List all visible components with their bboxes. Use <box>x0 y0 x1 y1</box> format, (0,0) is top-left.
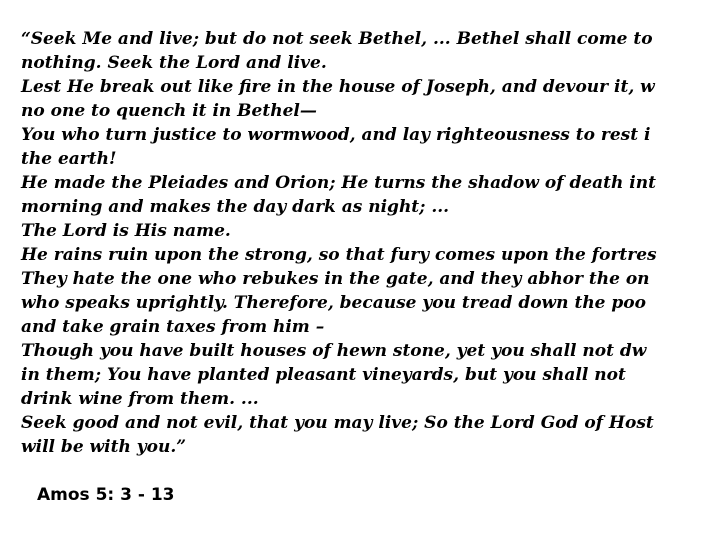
passage-line: drink wine from them. ... <box>21 389 259 409</box>
passage-line: no one to quench it in Bethel— <box>21 101 317 121</box>
scripture-passage <box>21 27 720 459</box>
passage-line: who speaks uprightly. Therefore, because you tread down the poo <box>21 293 646 313</box>
scripture-reference: Amos 5: 3 - 13 <box>37 485 175 505</box>
passage-line: will be with you.” <box>21 437 187 457</box>
passage-line: You who turn justice to wormwood, and lay righteousness to rest i <box>21 125 651 145</box>
passage-line: and take grain taxes from him – <box>21 317 325 337</box>
passage-line: He made the Pleiades and Orion; He turns the shadow of death int <box>21 173 656 193</box>
passage-line: in them; You have planted pleasant vineyards, but you shall not <box>21 365 626 385</box>
passage-line: nothing. Seek the Lord and live. <box>21 53 327 73</box>
passage-line: The Lord is His name. <box>21 221 231 241</box>
passage-line: He rains ruin upon the strong, so that fury comes upon the fortres <box>21 245 657 265</box>
passage-line: They hate the one who rebukes in the gate, and they abhor the on <box>21 269 650 289</box>
passage-line: Though you have built houses of hewn stone, yet you shall not dw <box>21 341 647 361</box>
passage-line: Seek good and not evil, that you may live; So the Lord God of Host <box>21 413 654 433</box>
passage-line: Lest He break out like fire in the house of Joseph, and devour it, w <box>21 77 655 97</box>
passage-line: morning and makes the day dark as night; ... <box>21 197 450 217</box>
passage-line: the earth! <box>21 149 117 169</box>
passage-line: “Seek Me and live; but do not seek Bethel, ... Bethel shall come to <box>21 29 653 49</box>
